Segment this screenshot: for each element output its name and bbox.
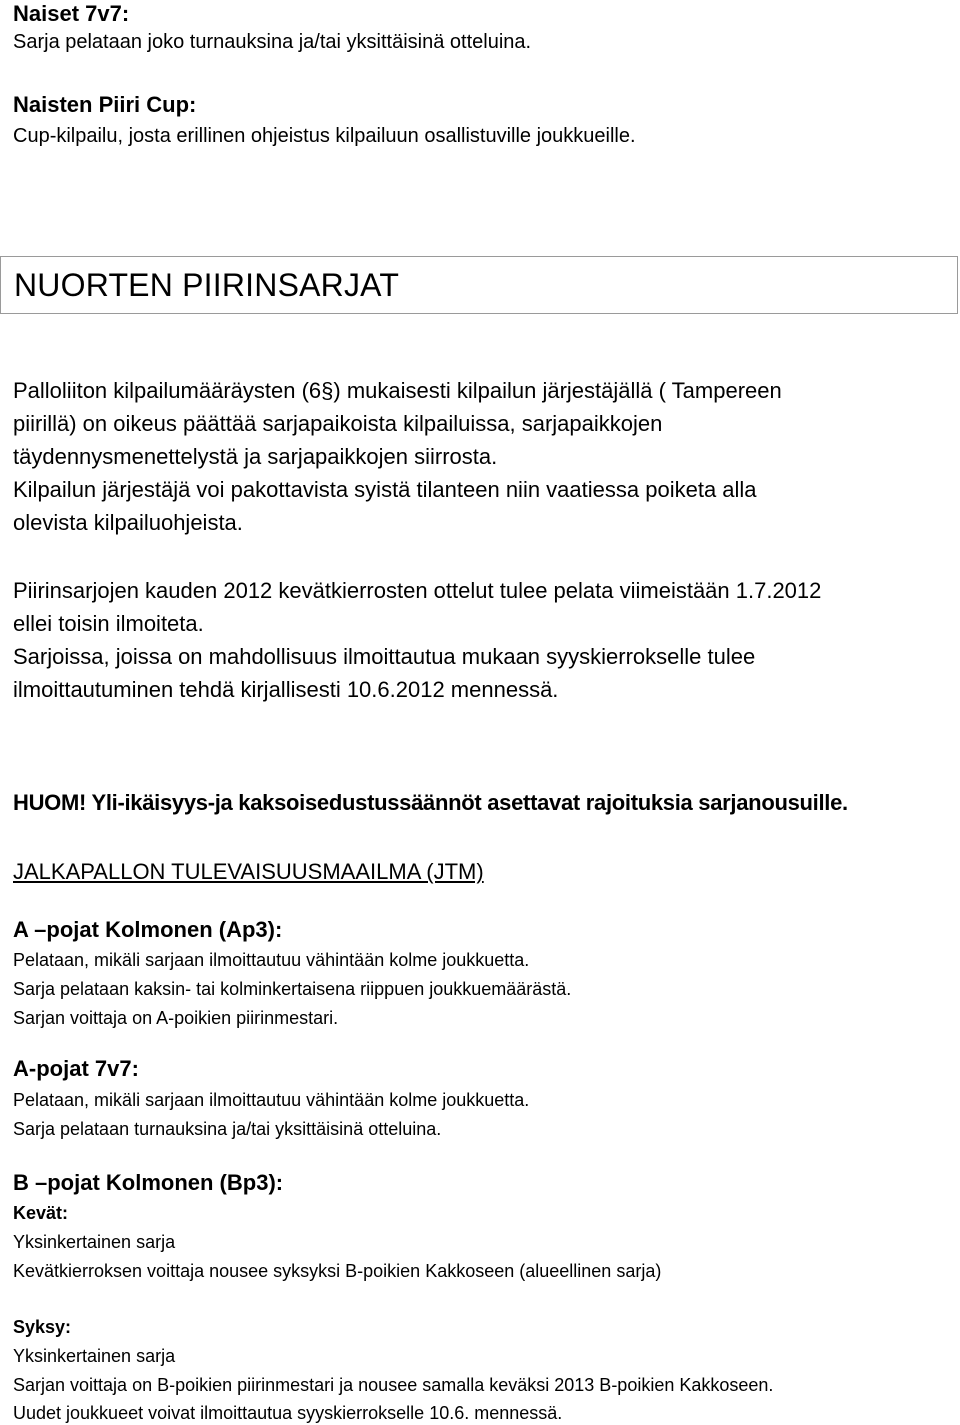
kevat-label: Kevät: [13, 1203, 69, 1223]
intro-line: Kilpailun järjestäjä voi pakottavista syistä tilanteen niin vaatiessa poiketa alla [13, 477, 757, 502]
intro-paragraph [13, 374, 948, 539]
a-kolmonen-line: Sarjan voittaja on A-poikien piirinmestari. [13, 1008, 339, 1028]
syksy-label: Syksy: [13, 1317, 72, 1337]
a-7v7-heading: A-pojat 7v7: [13, 1056, 139, 1081]
naiset-text: Sarja pelataan joko turnauksina ja/tai yksittäisinä otteluina. [13, 31, 532, 53]
deadline-line: Sarjoissa, joissa on mahdollisuus ilmoittautua mukaan syyskierrokselle tulee [13, 644, 756, 669]
deadline-line: ellei toisin ilmoiteta. [13, 611, 204, 636]
a-kolmonen-line: Pelataan, mikäli sarjaan ilmoittautuu vähintään kolme joukkuetta. [13, 950, 530, 970]
a-kolmonen-line: Sarja pelataan kaksin- tai kolminkertaisena riippuen joukkuemäärästä. [13, 979, 572, 999]
section-title-box [0, 256, 958, 314]
intro-line: täydennysmenettelystä ja sarjapaikkojen siirrosta. [13, 444, 498, 469]
huom-note: HUOM! Yli-ikäisyys-ja kaksoisedustussäännöt asettavat rajoituksia sarjanousuille. [13, 790, 848, 815]
deadline-line: Piirinsarjojen kauden 2012 kevätkierrosten ottelut tulee pelata viimeistään 1.7.2012 [13, 578, 822, 603]
a-kolmonen-heading: A –pojat Kolmonen (Ap3): [13, 917, 283, 942]
piiri-cup-heading: Naisten Piiri Cup: [13, 92, 197, 117]
a-7v7-line: Sarja pelataan turnauksina ja/tai yksittäisinä otteluina. [13, 1119, 442, 1139]
deadline-line: ilmoittautuminen tehdä kirjallisesti 10.6.2012 mennessä. [13, 677, 559, 702]
a-7v7-line: Pelataan, mikäli sarjaan ilmoittautuu vähintään kolme joukkuetta. [13, 1090, 530, 1110]
jtm-heading: JALKAPALLON TULEVAISUUSMAAILMA (JTM) [13, 859, 484, 884]
section-title: NUORTEN PIIRINSARJAT [14, 267, 400, 303]
piiri-cup-text: Cup-kilpailu, josta erillinen ohjeistus kilpailuun osallistuville joukkueille. [13, 125, 636, 147]
naiset-heading: Naiset 7v7: [13, 1, 130, 26]
intro-line: Palloliiton kilpailumääräysten (6§) mukaisesti kilpailun järjestäjällä ( Tampereen [13, 378, 782, 403]
kevat-line: Yksinkertainen sarja [13, 1232, 176, 1252]
syksy-line: Sarjan voittaja on B-poikien piirinmestari ja nousee samalla keväksi 2013 B-poikien Kakkoseen. [13, 1375, 774, 1395]
syksy-line: Uudet joukkueet voivat ilmoittautua syyskierrokselle 10.6. mennessä. [13, 1403, 563, 1423]
intro-line: olevista kilpailuohjeista. [13, 510, 243, 535]
kevat-line: Kevätkierroksen voittaja nousee syksyksi B-poikien Kakkoseen (alueellinen sarja) [13, 1261, 662, 1281]
b-kolmonen-heading: B –pojat Kolmonen (Bp3): [13, 1170, 284, 1195]
syksy-line: Yksinkertainen sarja [13, 1346, 176, 1366]
intro-line: piirillä) on oikeus päättää sarjapaikoista kilpailuissa, sarjapaikkojen [13, 411, 663, 436]
deadline-paragraph [13, 574, 948, 706]
